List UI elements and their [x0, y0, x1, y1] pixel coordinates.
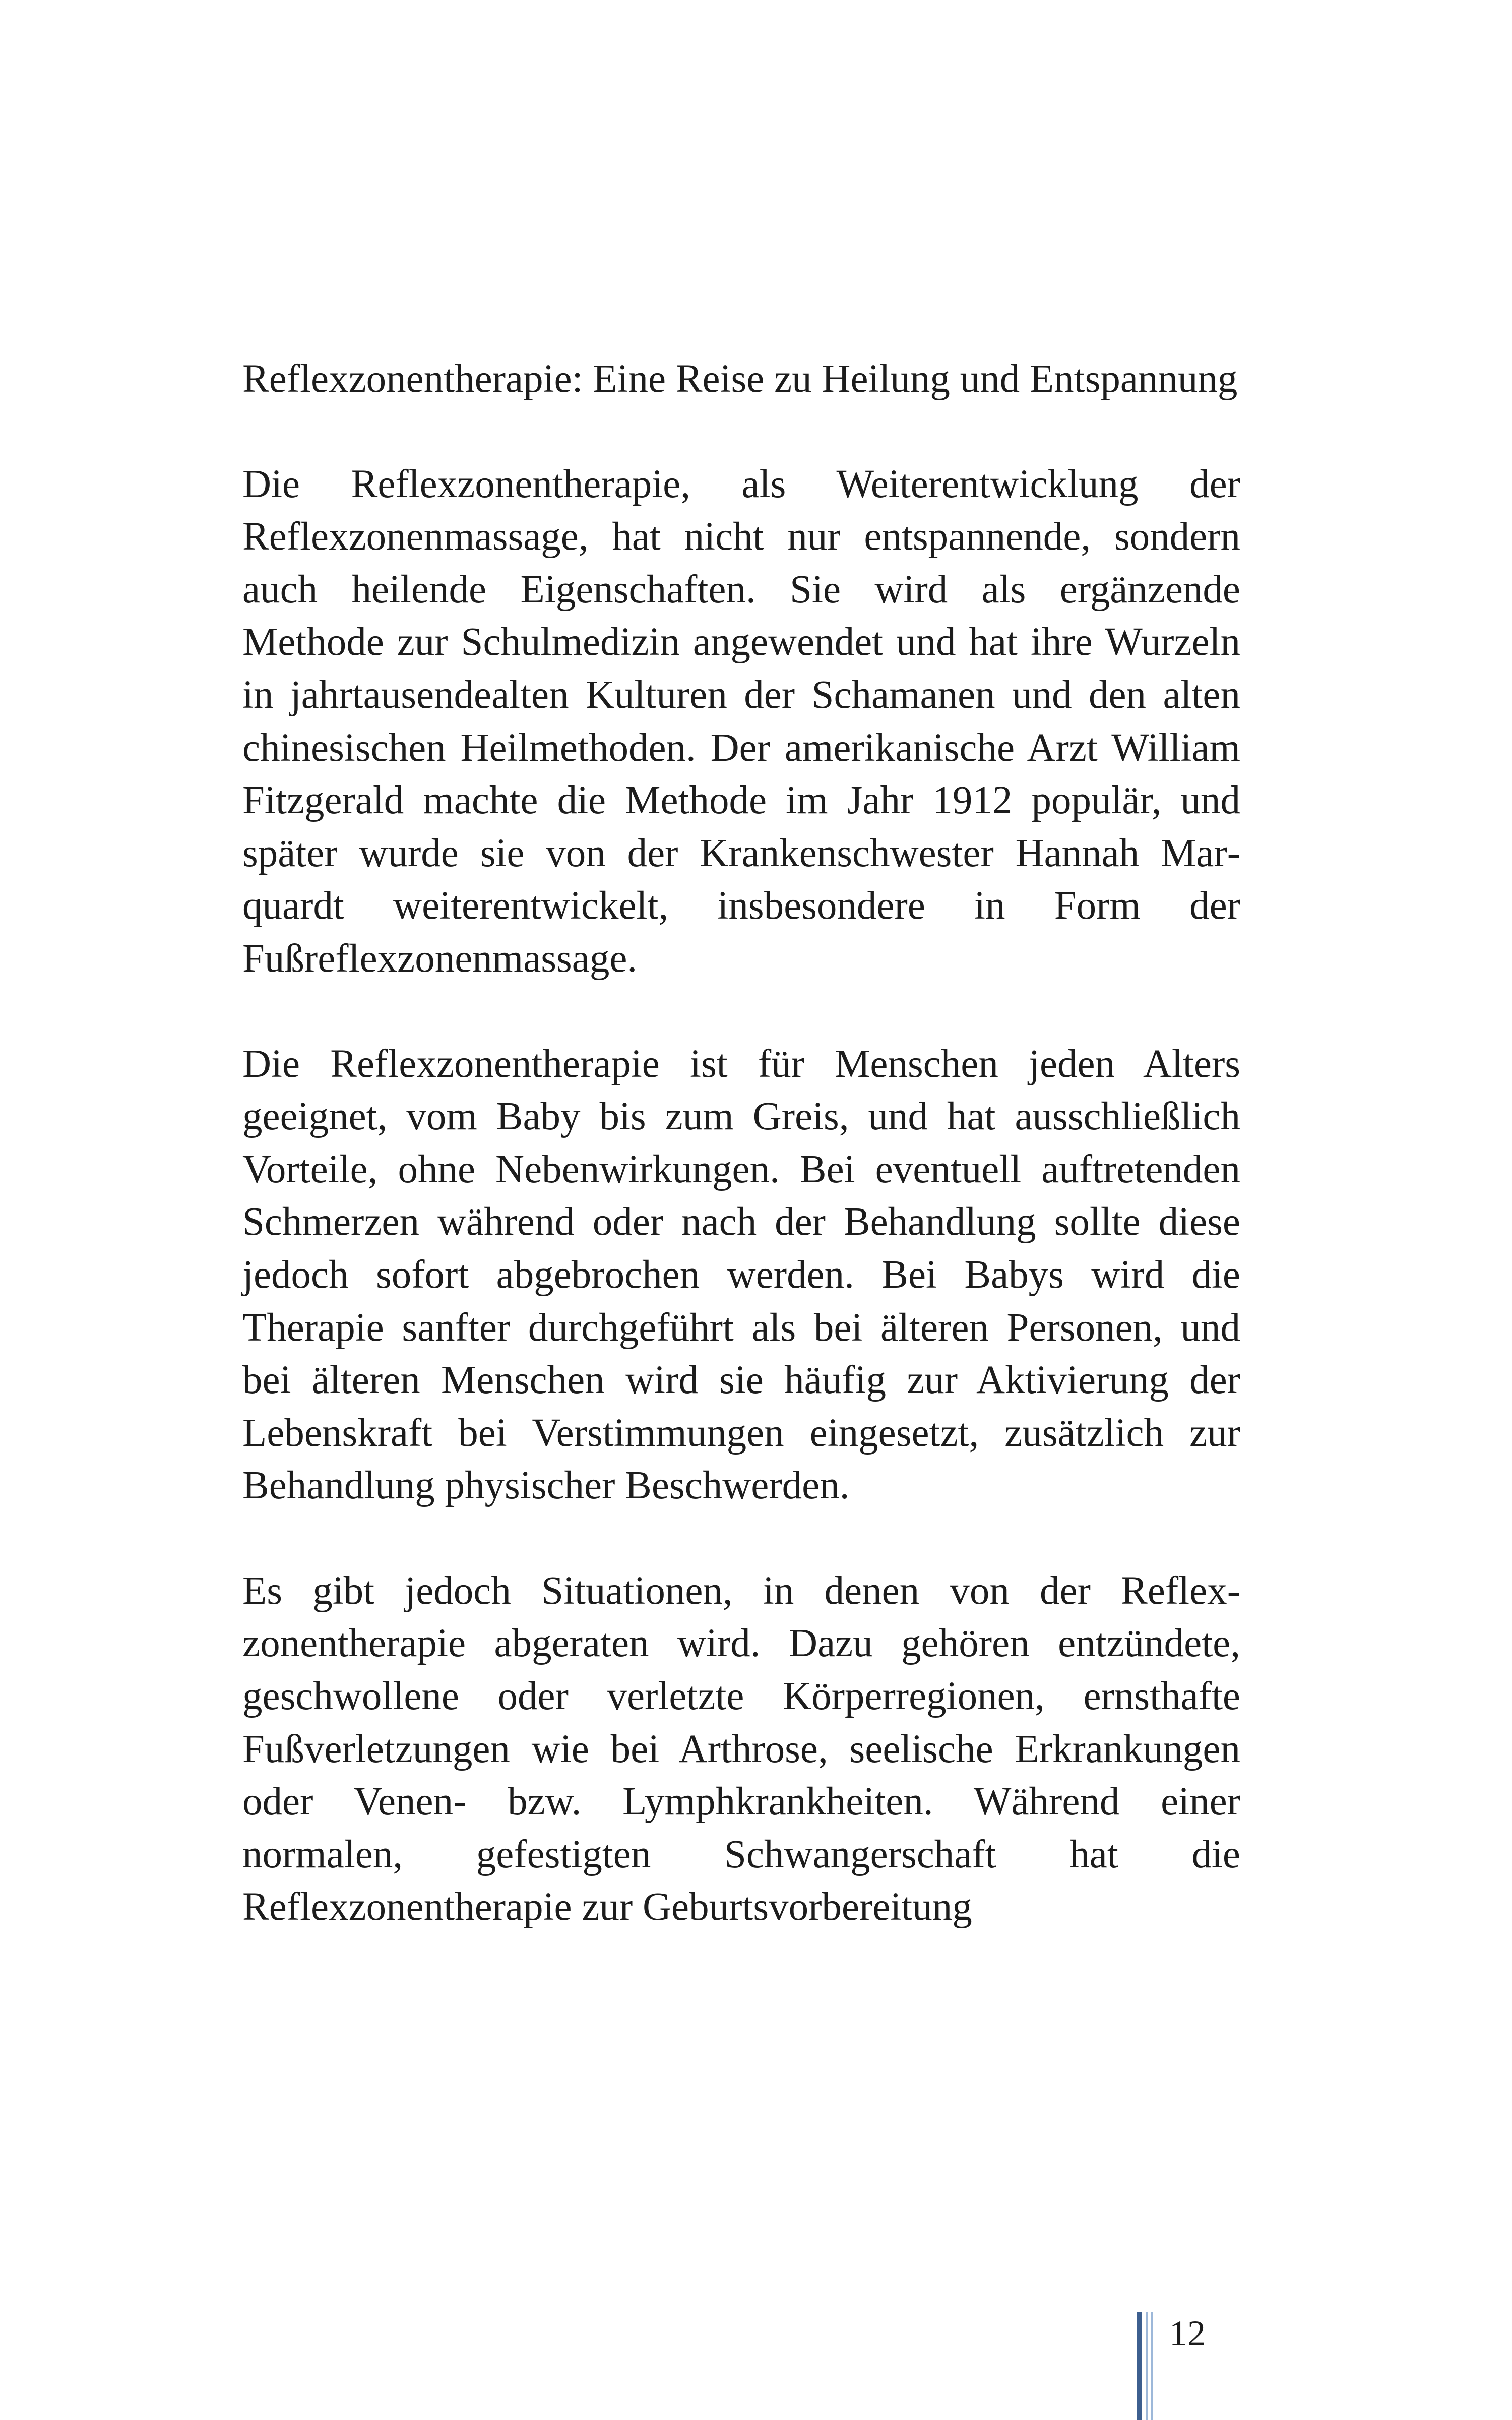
margin-decoration-rules [1137, 2312, 1162, 2420]
page-number: 12 [1169, 2313, 1206, 2353]
rule-line-dark [1137, 2312, 1142, 2420]
paragraph-3: Es gibt jedoch Situationen, in denen von der Reflexzonentherapie abgeraten wird. Dazu gehören entzündete, geschwollene oder verletzte Körperregionen, ernsthafte Fußverletzungen wie bei Arthrose, seelische Erkrankungen oder Venen- bzw. Lymphkrankheiten. Während einer normalen, gefestigten Schwangerschaft hat die Reflexzonentherapie zur Geburtsvorbereitung [242, 1568, 1240, 1929]
rule-line-light-thin [1151, 2312, 1153, 2420]
body-text [242, 353, 1240, 1934]
paragraph-2: Die Reflexzonentherapie ist für Menschen jeden Alters geeignet, vom Baby bis zum Greis, und hat ausschließlich Vorteile, ohne Nebenwirkungen. Bei eventuell auftretenden Schmerzen während oder nach der Behandlung sollte diese jedoch sofort abgebrochen werden. Bei Babys wird die Therapie sanfter durchgeführt als bei älteren Personen, und bei älteren Menschen wird sie häufig zur Aktivierung der Lebenskraft bei Verstimmungen eingesetzt, zusätzlich zur Behandlung physischer Beschwerden. [242, 1042, 1240, 1508]
section-heading: Reflexzonentherapie: Eine Reise zu Heilung und Entspannung [242, 357, 1238, 401]
rule-line-light [1146, 2312, 1148, 2420]
paragraph-1: Die Reflexzonentherapie, als Weiterentwicklung der Reflexzonenmassage, hat nicht nur entspannende, sondern auch heilende Eigenschaften. Sie wird als ergänzende Methode zur Schulmedizin angewendet und hat ihre Wurzeln in jahrtausendealten Kulturen der Schamanen und den alten chinesischen Heilmethoden. Der amerikanische Arzt William Fitzgerald machte die Methode im Jahr 1912 populär, und später wurde sie von der Krankenschwester Hannah Marquardt weiterentwickelt, insbesondere in Form der Fußreflexzonenmassage. [242, 462, 1240, 981]
